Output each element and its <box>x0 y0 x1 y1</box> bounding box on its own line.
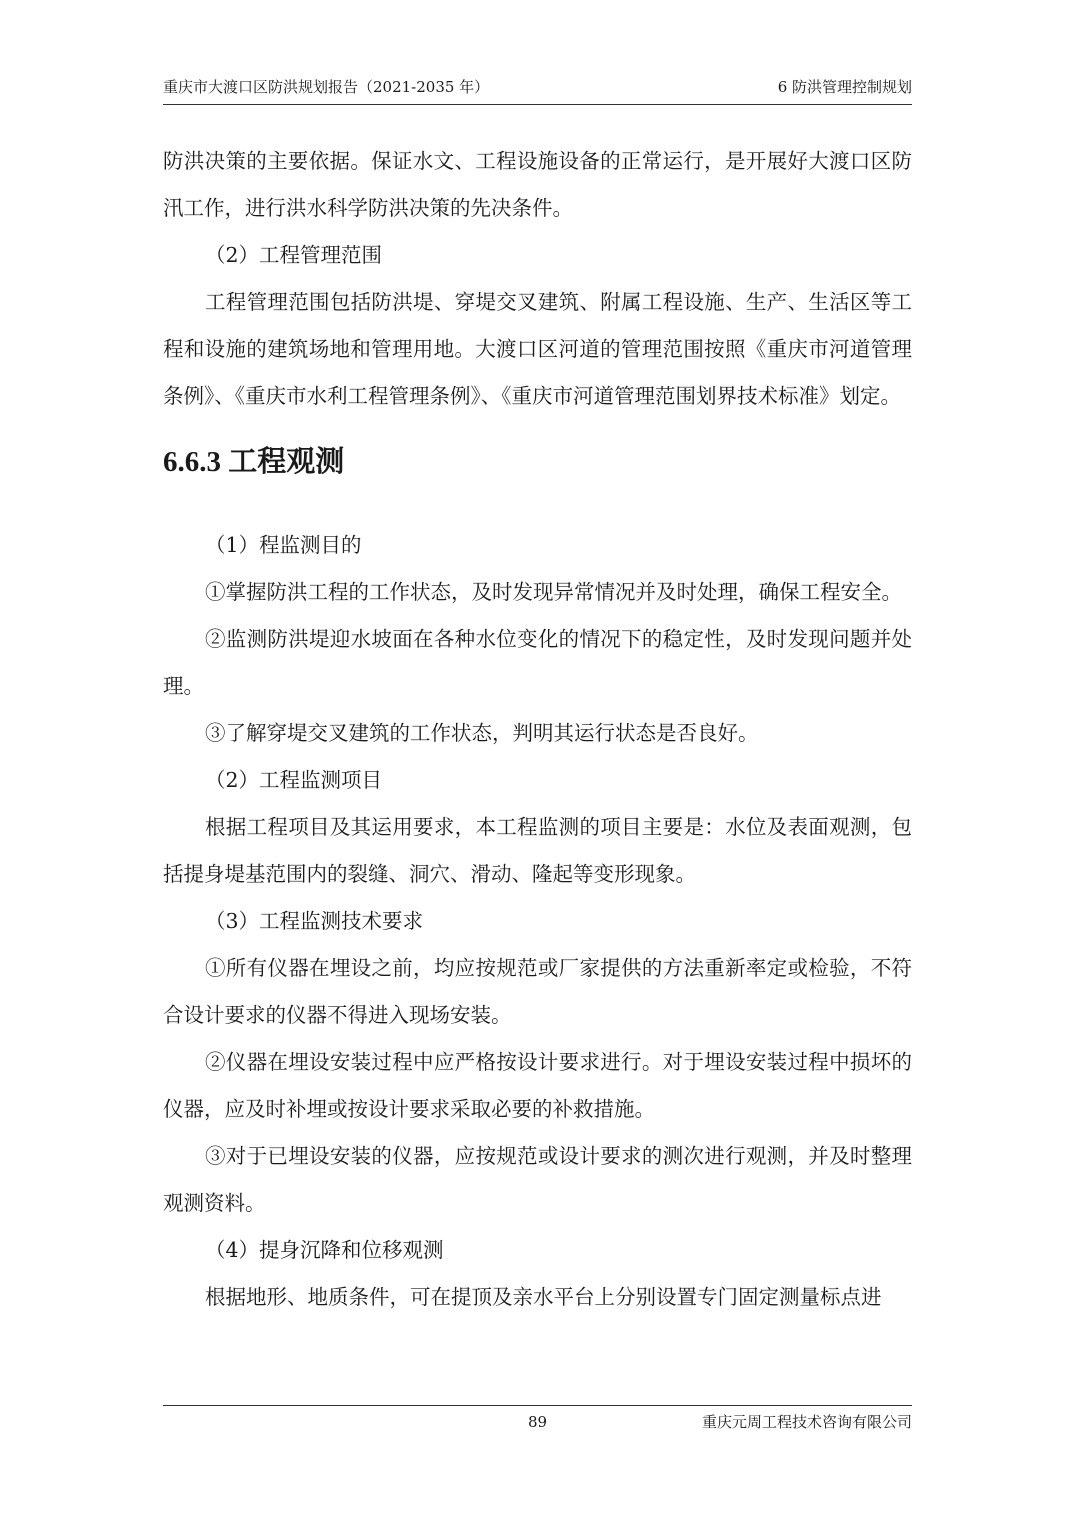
paragraph: 工程管理范围包括防洪堤、穿堤交叉建筑、附属工程设施、生产、生活区等工程和设施的建筑场地和管理用地。大渡口区河道的管理范围按照《重庆市河道管理条例》、《重庆市水利工程管理条例》、《重庆市河道管理范围划界技术标准》划定。 <box>163 290 912 408</box>
page-body <box>163 138 912 1321</box>
paragraph: 根据地形、地质条件，可在提顶及亲水平台上分别设置专门固定测量标点进 <box>205 1285 882 1309</box>
paragraph: 防洪决策的主要依据。保证水文、工程设施设备的正常运行，是开展好大渡口区防汛工作，进行洪水科学防洪决策的先决条件。 <box>163 149 912 220</box>
subsection-label: （2）工程管理范围 <box>205 243 383 267</box>
subsection-label: （4）提身沉降和位移观测 <box>205 1238 444 1262</box>
paragraph: 根据工程项目及其运用要求，本工程监测的项目主要是：水位及表面观测，包括提身堤基范围内的裂缝、洞穴、滑动、隆起等变形现象。 <box>163 815 912 886</box>
list-item: ③了解穿堤交叉建筑的工作状态，判明其运行状态是否良好。 <box>205 721 759 745</box>
page-footer <box>163 1405 912 1436</box>
subsection-label: （3）工程监测技术要求 <box>205 909 424 933</box>
page-number: 89 <box>527 1413 548 1431</box>
footer-company: 重庆元周工程技术咨询有限公司 <box>701 1413 912 1431</box>
page-header <box>163 76 912 105</box>
header-report-title: 重庆市大渡口区防洪规划报告（2021-2035 年） <box>163 78 490 96</box>
list-item: ②监测防洪堤迎水坡面在各种水位变化的情况下的稳定性，及时发现问题并处理。 <box>163 627 912 698</box>
subsection-label: （1）程监测目的 <box>205 533 362 557</box>
list-item: ③对于已埋设安装的仪器，应按规范或设计要求的测次进行观测，并及时整理观测资料。 <box>163 1144 912 1215</box>
section-heading: 6.6.3 工程观测 <box>163 446 345 478</box>
header-chapter-title: 6 防洪管理控制规划 <box>777 78 912 96</box>
list-item: ①掌握防洪工程的工作状态，及时发现异常情况并及时处理，确保工程安全。 <box>205 580 902 604</box>
list-item: ①所有仪器在埋设之前，均应按规范或厂家提供的方法重新率定或检验，不符合设计要求的仪器不得进入现场安装。 <box>163 956 912 1027</box>
subsection-label: （2）工程监测项目 <box>205 768 383 792</box>
list-item: ②仪器在埋设安装过程中应严格按设计要求进行。对于埋设安装过程中损坏的仪器，应及时补埋或按设计要求采取必要的补救措施。 <box>163 1050 912 1121</box>
